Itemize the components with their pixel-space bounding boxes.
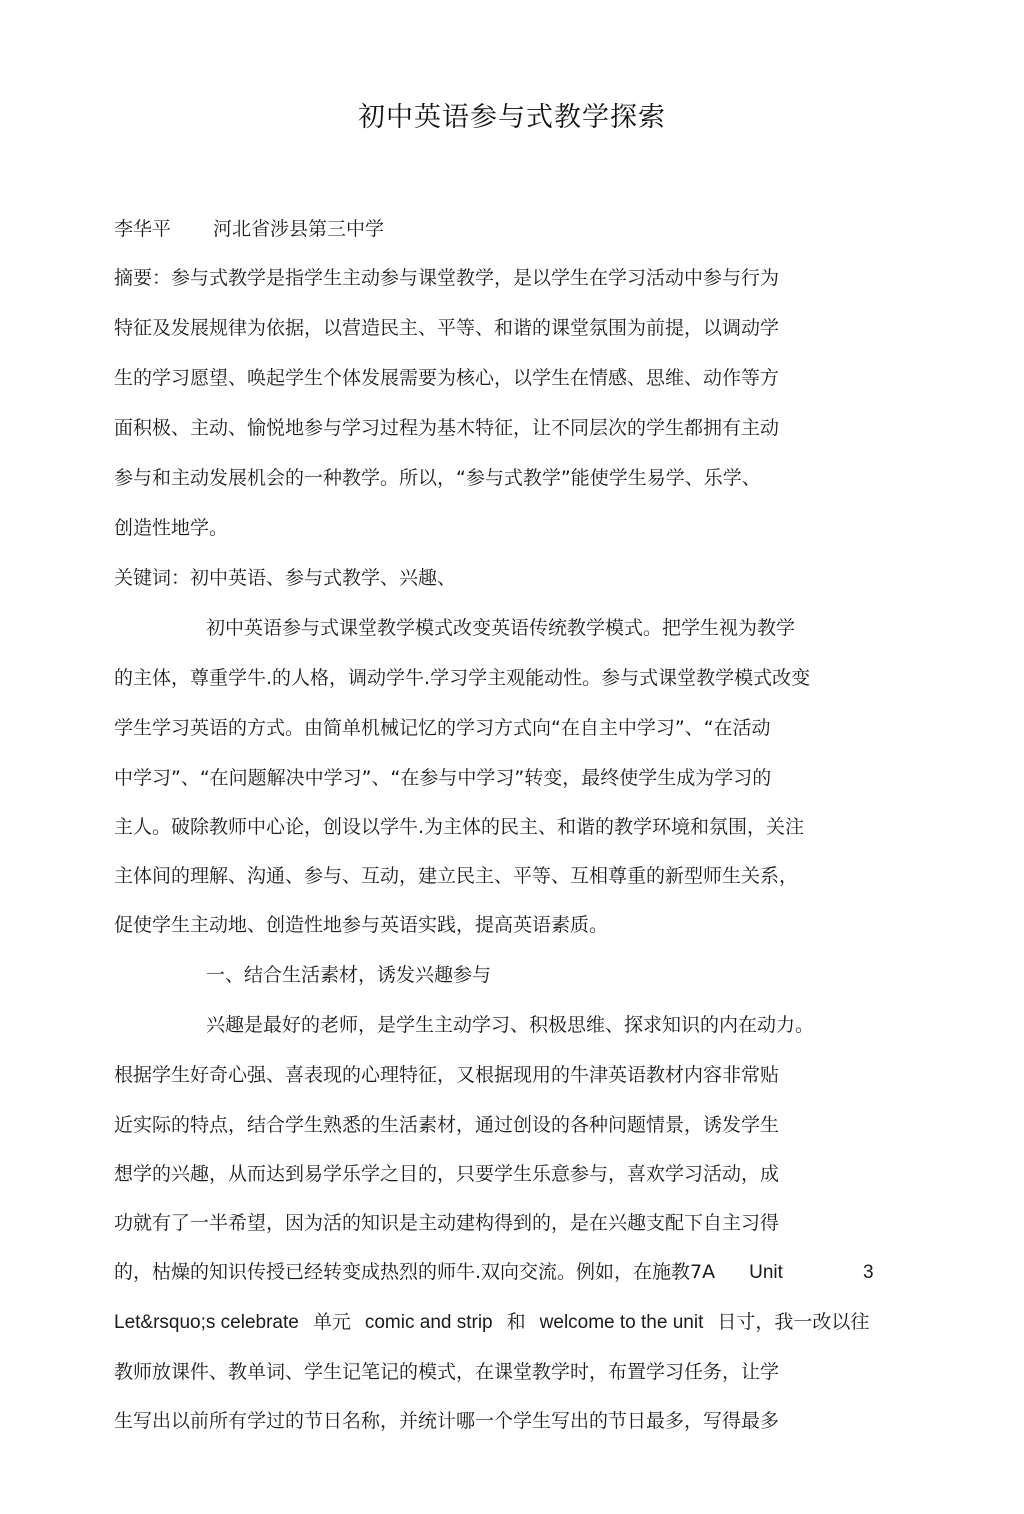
section-heading: 一、结合生活素材，诱发兴趣参与: [206, 964, 492, 986]
intro-line: 主人。破除教师中心论，创设以学牛.为主体的民主、和谐的教学环境和氛围，关注: [114, 816, 805, 838]
body-line-unit: [114, 1257, 874, 1288]
body-line: 教师放课件、教单词、学生记笔记的模式，在课堂教学时，布置学习任务，让学: [114, 1361, 780, 1383]
and-label: 和: [506, 1311, 526, 1333]
body-line: 兴趣是最好的老师，是学生主动学习、积极思维、探求知识的内在动力。: [206, 1014, 815, 1036]
unit-word: Unit: [749, 1262, 783, 1283]
abstract-line: 摘要：参与式教学是指学生主动参与课堂教学，是以学生在学习活动中参与行为: [114, 267, 780, 289]
author-school: 河北省涉县第三中学: [213, 218, 385, 240]
intro-line: 中学习”、“在问题解决中学习”、“在参与中学习”转变，最终使学生成为学习的: [114, 767, 772, 789]
welcome-unit-text: welcome to the unit: [539, 1312, 704, 1333]
keywords-line: 关键词：初中英语、参与式教学、兴趣、: [114, 567, 457, 589]
intro-line: 的主体，尊重学牛.的人格，调动学牛.学习学主观能动性。参与式课堂教学模式改变: [114, 667, 811, 689]
intro-line: 促使学生主动地、创造性地参与英语实践，提高英语素质。: [114, 914, 609, 936]
lets-celebrate-text: Let&rsquo;s celebrate: [114, 1312, 299, 1333]
author-line: [114, 214, 384, 244]
body-line-lets: [114, 1307, 869, 1338]
unit-number: 3: [862, 1262, 874, 1283]
document-title: 初中英语参与式教学探索: [358, 102, 666, 133]
body-line: 生写出以前所有学过的节日名称，并统计哪一个学生写出的节日最多，写得最多: [114, 1410, 780, 1432]
body-line: 根据学生好奇心强、喜表现的心理特征，又根据现用的牛津英语教材内容非常贴: [114, 1064, 780, 1086]
unit-label: 单元: [312, 1311, 351, 1333]
abstract-line: 面积极、主动、愉悦地参与学习过程为基木特征，让不同层次的学生都拥有主动: [114, 417, 780, 439]
body-line: 想学的兴趣，从而达到易学乐学之目的，只要学生乐意参与，喜欢学习活动，成: [114, 1163, 780, 1185]
comic-strip-text: comic and strip: [364, 1312, 493, 1333]
abstract-line: 创造性地学。: [114, 517, 229, 539]
intro-line: 学生学习英语的方式。由简单机械记忆的学习方式向“在自主中学习”、“在活动: [114, 717, 771, 739]
abstract-line: 生的学习愿望、唤起学生个体发展需要为核心，以学生在情感、思维、动作等方: [114, 367, 780, 389]
unit-text: 的，枯燥的知识传授已经转变成热烈的师牛.双向交流。例如，在施教7A: [114, 1261, 716, 1283]
body-line: 功就有了一半希望，因为活的知识是主动建构得到的，是在兴趣支配下自主习得: [114, 1212, 780, 1234]
lets-tail-text: 日寸，我一改以往: [717, 1311, 870, 1333]
body-line: 近实际的特点，结合学生熟悉的生活素材，通过创设的各种问题情景，诱发学生: [114, 1114, 780, 1136]
intro-line: 初中英语参与式课堂教学模式改变英语传统教学模式。把学生视为教学: [206, 617, 796, 639]
intro-line: 主体间的理解、沟通、参与、互动，建立民主、平等、互相尊重的新型师生关系，: [114, 865, 799, 887]
abstract-line: 特征及发展规律为依据，以营造民主、平等、和谐的课堂氛围为前提，以调动学: [114, 317, 780, 339]
abstract-line: 参与和主动发展机会的一种教学。所以，“参与式教学”能使学生易学、乐学、: [114, 467, 761, 489]
author-name: 李华平: [114, 218, 172, 240]
